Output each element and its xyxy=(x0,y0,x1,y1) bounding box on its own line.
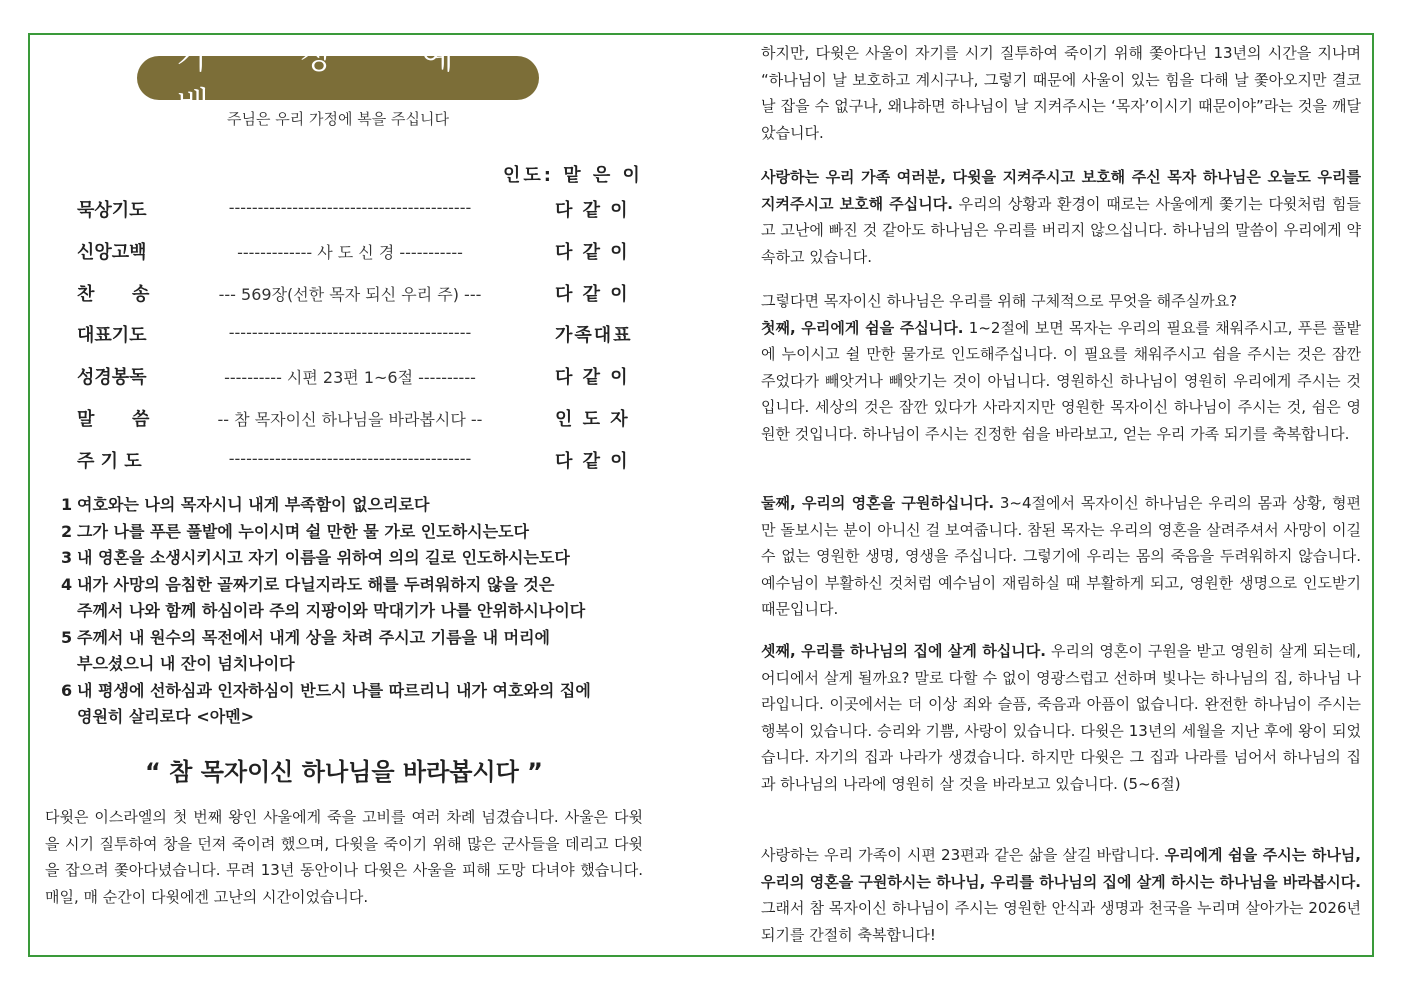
emphasis-text: 첫째, 우리에게 쉼을 주십니다. xyxy=(761,318,964,337)
sermon-paragraph xyxy=(761,638,1361,797)
order-participant: 다 같 이 xyxy=(555,367,630,388)
sermon-paragraph: 하지만, 다윗은 사울이 자기를 시기 질투하여 죽이기 위해 쫓아다닌 13년의 시간을 지나며 “하나님이 날 보호하고 계시구나, 그렇기 때문에 사울이 있는 힘을 다해 날 쫓아오지만 결코 날 잡을 수 없구나, 왜냐하면 하나님이 날 지켜주시는 ‘목자’이시기 때문이야”라는 것을 깨달았습니다. xyxy=(761,44,1361,142)
order-row xyxy=(77,447,637,475)
order-row xyxy=(77,405,637,433)
order-participant: 가족대표 xyxy=(555,325,633,346)
order-label: 주 기 도 xyxy=(77,451,142,472)
order-label: 묵상기도 xyxy=(77,200,147,221)
verse-line: 내 평생에 선하심과 인자하심이 반드시 나를 따르리니 내가 여호와의 집에 xyxy=(77,680,591,700)
order-participant: 다 같 이 xyxy=(555,451,630,472)
psalm-23-text xyxy=(61,492,651,731)
order-label: 성경봉독 xyxy=(77,367,147,388)
order-label: 신앙고백 xyxy=(77,242,147,263)
verse-line: 그가 나를 푸른 풀밭에 누이시며 쉴 만한 물 가로 인도하시는도다 xyxy=(77,521,529,541)
verse-line: 여호와는 나의 목자시니 내게 부족함이 없으리로다 xyxy=(77,495,430,514)
order-row xyxy=(77,321,637,349)
verse-number: 2 xyxy=(61,521,73,541)
psalm-verse xyxy=(61,572,651,625)
order-row xyxy=(77,363,637,391)
sermon-paragraph xyxy=(761,164,1361,270)
order-detail: --- 569장(선한 목자 되신 우리 주) --- xyxy=(218,285,482,304)
psalm-verse xyxy=(61,678,651,731)
order-label: 대표기도 xyxy=(77,325,147,346)
body-text: 3~4절에서 목자이신 하나님은 우리의 몸과 상황, 형편만 돌보시는 분이 아니신 걸 보여줍니다. 참된 목자는 우리의 영혼을 살려주셔서 사망이 이길 수 없는 영원한 생명, 영생을 주십니다. 그렇기에 우리는 몸의 죽음을 두려워하지 않습니다. 예수님이 부활하신 것처럼 예수님이 재림하실 때 부활하게 되고, 영원한 생명으로 인도받기 때문입니다. xyxy=(761,494,1361,618)
body-text: 우리의 영혼이 구원을 받고 영원히 살게 되는데, 어디에서 살게 될까요? 말로 다할 수 없이 영광스럽고 선하며 빛나는 하나님의 집, 하나님 나라입니다. 이곳에서는 더 이상 죄와 슬픔, 죽음과 아픔이 없습니다. 완전한 하나님이 주시는 행복이 있습니다. 승리와 기쁨, 사랑이 있습니다. 다윗은 13년의 세월을 지난 후에 왕이 되었습니다. 자기의 집과 나라가 생겼습니다. 하지만 다윗은 그 집과 나라를 넘어서 하나님의 집과 하나님의 나라에 영원히 살 것을 바라보고 있습니다. (5~6절) xyxy=(761,642,1361,793)
verse-line: 주께서 나와 함께 하심이라 주의 지팡이와 막대기가 나를 안위하시나이다 xyxy=(77,601,586,620)
emphasis-text: 사랑하는 우리 가족 여러분, 다윗을 지켜주시고 보호해 주신 목자 하나님은 오늘도 우리를 지켜주시고 보호해 주십니다. xyxy=(761,168,1361,213)
verse-line: 영원히 살리로다 <아멘> xyxy=(77,707,255,726)
verse-line: 내가 사망의 음침한 골짜기로 다닐지라도 해를 두려워하지 않을 것은 xyxy=(77,574,555,594)
body-text: 우리의 상황과 환경이 때로는 사울에게 쫓기는 다윗처럼 힘들고 고난에 빠진 것 같아도 하나님은 우리를 버리지 않으십니다. 하나님의 말씀이 우리에게 약속하고 있습니다. xyxy=(761,194,1361,266)
verse-number: 4 xyxy=(61,574,73,594)
order-detail: ------------------------------------------ xyxy=(228,198,472,217)
worship-title-banner: 가 정 예 배 xyxy=(137,56,539,100)
order-detail: ------------- 사 도 신 경 ----------- xyxy=(237,243,463,262)
body-text: 1~2절에 보면 목자는 우리의 필요를 채워주시고, 푸른 풀밭에 누이시고 쉴 만한 물가로 인도해주십니다. 이 필요를 채워주시고 쉼을 주시는 것은 잠깐 주었다가 빼앗거나 빼앗기는 것이 아닙니다. 영원하신 하나님이 영원히 우리에게 주시는 것입니다. 세상의 것은 잠깐 있다가 사라지지만 영원한 목자이신 하나님이 주시는 것, 쉼은 영원한 것입니다. 하나님이 주시는 진정한 쉼을 바라보고, 얻는 우리 가족 되기를 축복합니다. xyxy=(761,318,1361,443)
order-detail: ---------- 시편 23편 1~6절 ---------- xyxy=(224,368,476,387)
verse-number: 1 xyxy=(61,495,73,514)
sermon-title: “ 참 목자이신 하나님을 바라봅시다 ” xyxy=(145,758,543,786)
psalm-verse xyxy=(61,625,651,678)
sermon-paragraph xyxy=(761,490,1361,623)
verse-number: 5 xyxy=(61,627,73,647)
order-detail: -- 참 목자이신 하나님을 바라봅시다 -- xyxy=(217,410,483,429)
order-participant: 다 같 이 xyxy=(555,242,630,263)
order-row xyxy=(77,196,637,224)
emphasis-text: 둘째, 우리의 영혼을 구원하십니다. xyxy=(761,494,995,512)
order-row xyxy=(77,280,637,308)
order-row xyxy=(77,238,637,266)
order-participant: 다 같 이 xyxy=(555,200,630,221)
verse-number: 6 xyxy=(61,680,73,700)
worship-subtitle: 주님은 우리 가정에 복을 주십니다 xyxy=(227,110,449,128)
order-detail: ------------------------------------------ xyxy=(228,449,472,468)
order-label: 찬 송 xyxy=(77,284,150,305)
worship-leader: 인도: 맡 은 이 xyxy=(503,165,643,186)
emphasis-text: 셋째, 우리를 하나님의 집에 살게 하십니다. xyxy=(761,642,1046,660)
verse-line: 부으셨으니 내 잔이 넘치나이다 xyxy=(77,654,295,673)
order-detail: ------------------------------------------ xyxy=(228,323,472,342)
psalm-verse xyxy=(61,492,651,519)
verse-line: 주께서 내 원수의 목전에서 내게 상을 차려 주시고 기름을 내 머리에 xyxy=(77,627,551,647)
sermon-intro-paragraph: 다윗은 이스라엘의 첫 번째 왕인 사울에게 죽을 고비를 여러 차례 넘겼습니다. 사울은 다윗을 시기 질투하여 창을 던져 죽이려 했으며, 다윗을 죽이기 위해 많은 군사들을 데리고 다윗을 잡으려 쫓아다녔습니다. 무려 13년 동안이나 다윗은 사울을 피해 도망 다녀야 했습니다. 매일, 매 순간이 다윗에겐 고난의 시간이었습니다. xyxy=(45,808,643,906)
order-label: 말 씀 xyxy=(77,409,150,430)
verse-number: 3 xyxy=(61,548,73,567)
body-text: 그래서 참 목자이신 하나님이 주시는 영원한 안식과 생명과 천국을 누리며 살아가는 2026년 되기를 간절히 축복합니다! xyxy=(761,899,1361,944)
sermon-paragraph xyxy=(761,842,1361,948)
order-participant: 다 같 이 xyxy=(555,284,630,305)
verse-line: 내 영혼을 소생시키시고 자기 이름을 위하여 의의 길로 인도하시는도다 xyxy=(77,548,570,567)
sermon-paragraph xyxy=(761,288,1361,447)
emphasis-text: 우리에게 쉼을 주시는 하나님, 우리의 영혼을 구원하시는 하나님, 우리를 하나님의 집에 살게 하시는 하나님을 바라봅시다. xyxy=(761,846,1361,891)
body-text: 사랑하는 우리 가족이 시편 23편과 같은 삶을 살길 바랍니다. xyxy=(761,846,1165,864)
body-text: 그렇다면 목자이신 하나님은 우리를 위해 구체적으로 무엇을 해주실까요? xyxy=(761,292,1238,310)
psalm-verse xyxy=(61,545,651,572)
psalm-verse xyxy=(61,519,651,546)
order-participant: 인 도 자 xyxy=(555,409,630,430)
